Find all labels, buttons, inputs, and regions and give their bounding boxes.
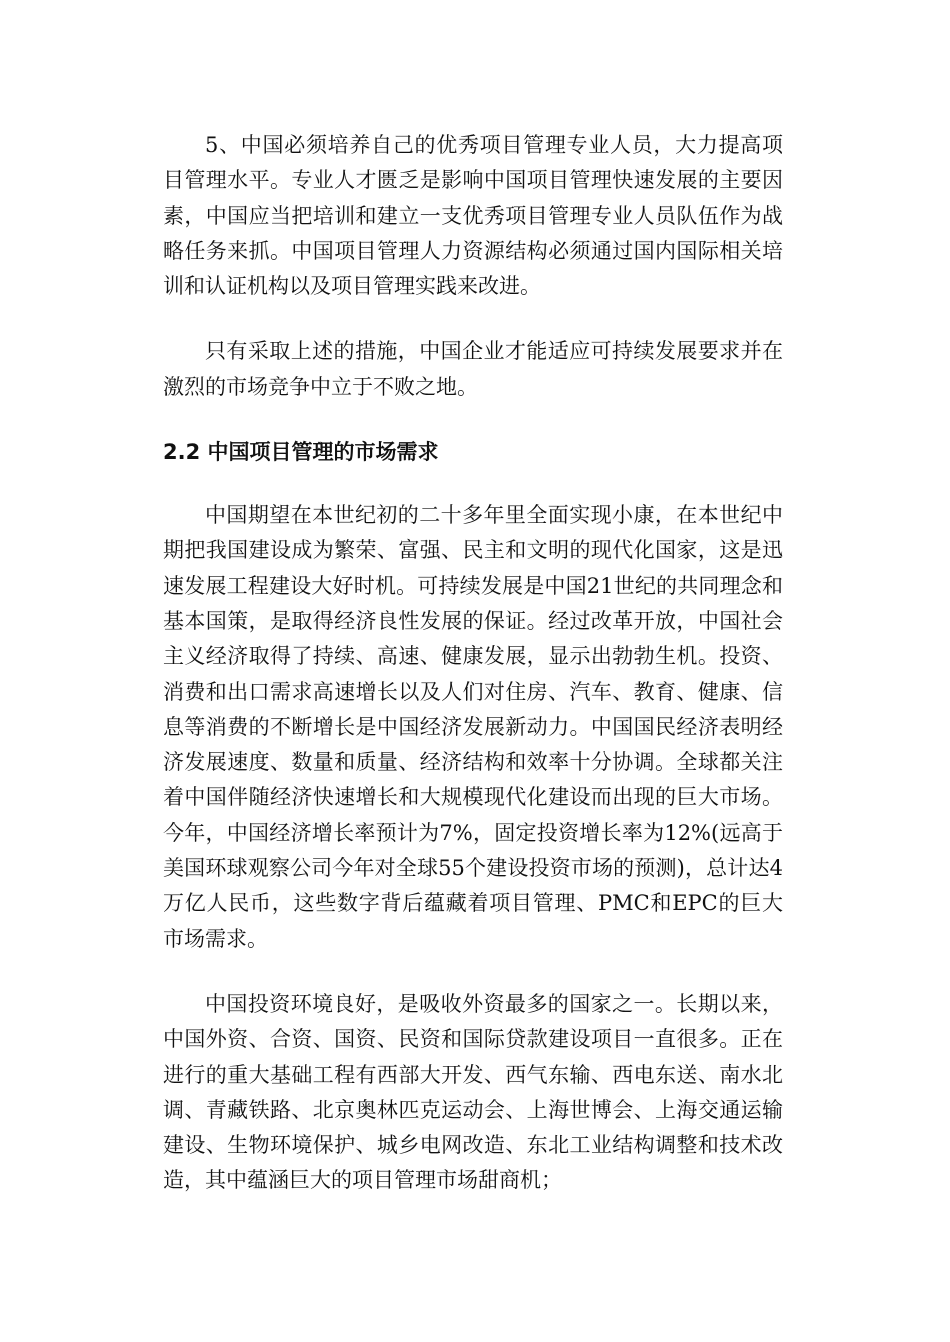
paragraph-market-demand: 中国期望在本世纪初的二十多年里全面实现小康，在本世纪中期把我国建设成为繁荣、富强、民主和文明的现代化国家，这是迅速发展工程建设大好时机。可持续发展是中国21世纪的共同理念和基本国策，是取得经济良性发展的保证。经过改革开放，中国社会主义经济取得了持续、高速、健康发展，显示出勃勃生机。投资、消费和出口需求高速增长以及人们对住房、汽车、教育、健康、信息等消费的不断增长是中国经济发展新动力。中国国民经济表明经济发展速度、数量和质量、经济结构和效率十分协调。全球都关注着中国伴随经济快速增长和大规模现代化建设而出现的巨大市场。今年，中国经济增长率预计为7%，固定投资增长率为12%(远高于美国环球观察公司今年对全球55个建设投资市场的预测)，总计达4万亿人民币，这些数字背后蕴藏着项目管理、PMC和EPC的巨大市场需求。 <box>163 503 783 951</box>
paragraph-investment-environment: 中国投资环境良好，是吸收外资最多的国家之一。长期以来，中国外资、合资、国资、民资和国际贷款建设项目一直很多。正在进行的重大基础工程有西部大开发、西气东输、西电东送、南水北调、青藏铁路、北京奥林匹克运动会、上海世博会、上海交通运输建设、生物环境保护、城乡电网改造、东北工业结构调整和技术改造，其中蕴涵巨大的项目管理市场甜商机； <box>163 991 783 1193</box>
section-heading: 2.2 中国项目管理的市场需求 <box>163 440 439 465</box>
paragraph-talent-training: 5、中国必须培养自己的优秀项目管理专业人员，大力提高项目管理水平。专业人才匮乏是影响中国项目管理快速发展的主要因素，中国应当把培训和建立一支优秀项目管理专业人员队伍作为战略任务来抓。中国项目管理人力资源结构必须通过国内国际相关培训和认证机构以及项目管理实践来改进。 <box>163 133 783 299</box>
document-body <box>163 128 783 1199</box>
paragraph-conclusion: 只有采取上述的措施，中国企业才能适应可持续发展要求并在激烈的市场竞争中立于不败之地。 <box>163 339 783 399</box>
